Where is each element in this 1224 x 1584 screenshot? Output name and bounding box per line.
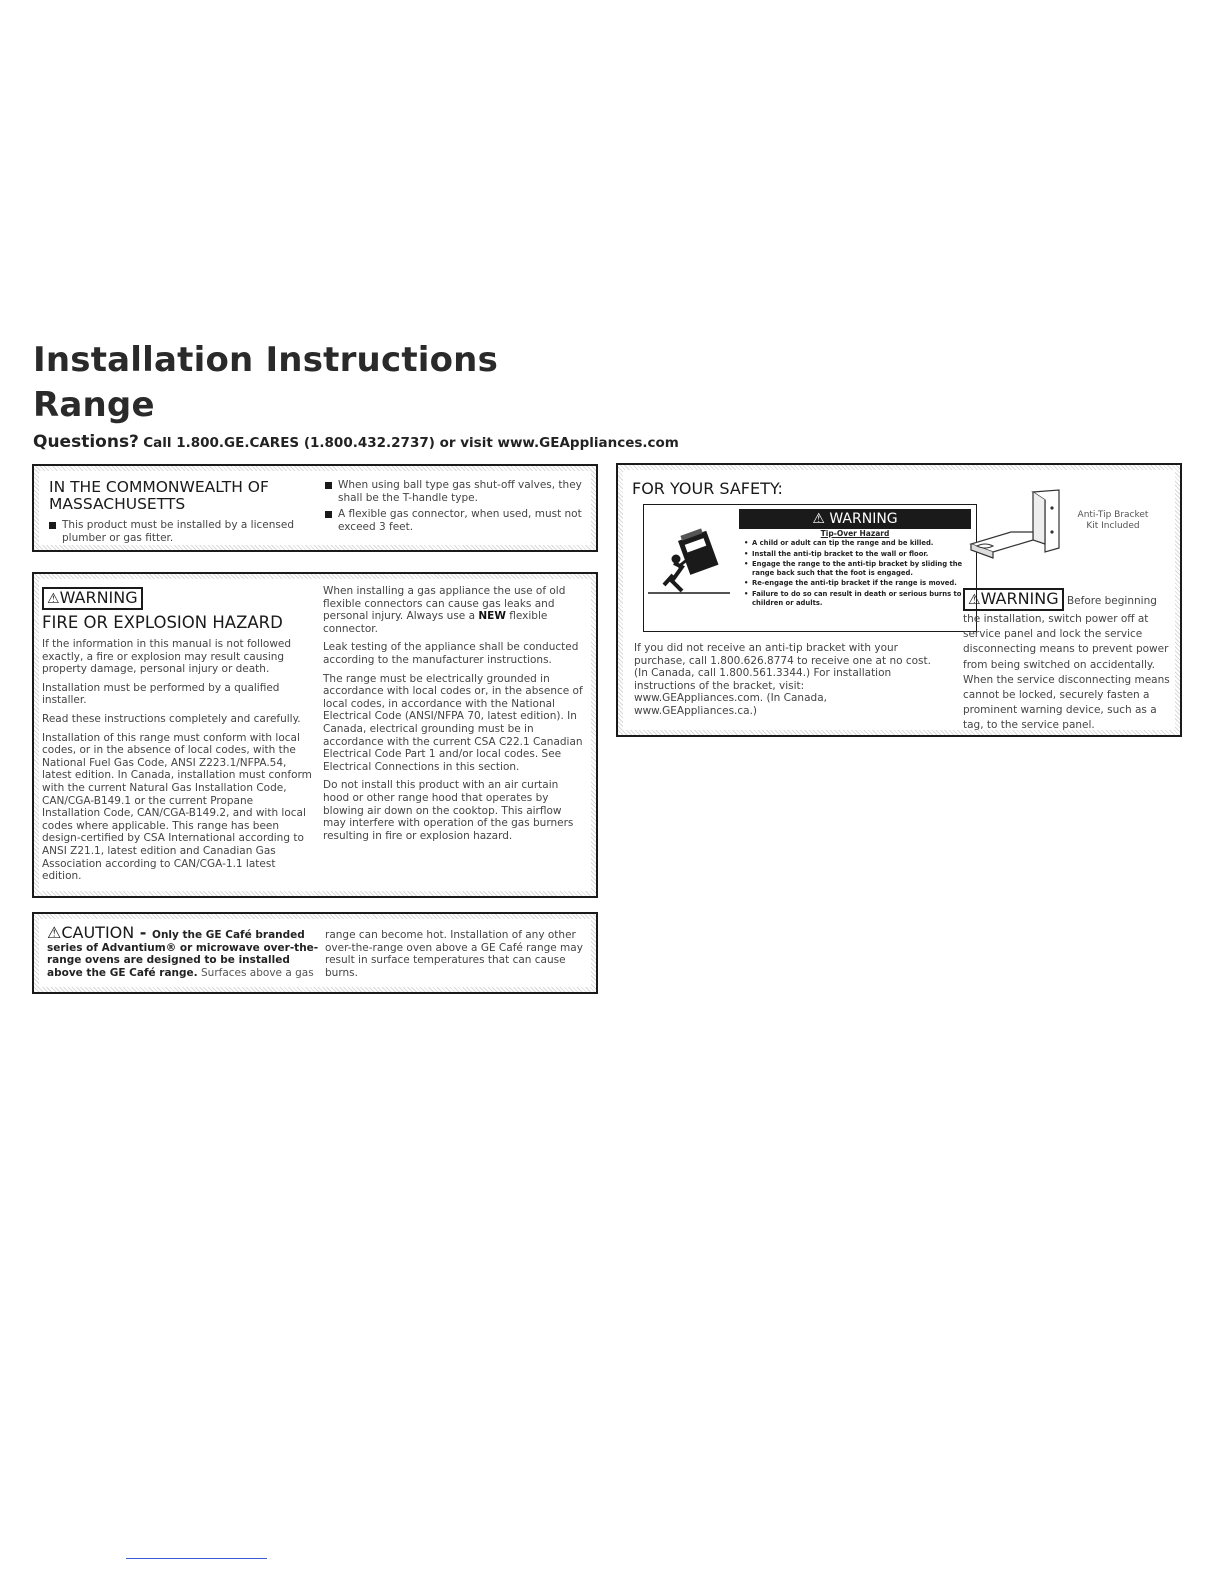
fire-warning-box: [32, 572, 598, 898]
fire-right-paragraph: Leak testing of the appliance shall be conducted according to the manufacturer instructions.: [323, 641, 579, 666]
safety-box: [616, 463, 1182, 737]
bracket-caption: Anti-Tip Bracket Kit Included: [1077, 510, 1149, 531]
fire-right-paragraph: Do not install this product with an air curtain hood or other range hood that operates by blowing air down on the cooktop. This airflow may interfere with operation of the gas burners resulting in fire or explosion hazard.: [323, 779, 574, 842]
list-item: • Install the anti-tip bracket to the wall or floor.: [744, 550, 972, 559]
power-warning-body: the installation, switch power off at service panel and lock the service disconnecting means to prevent power from being switched on accidentally. When the service disconnecting means cannot be locked, securely fasten a prominent warning device, such as a tag, to the service panel.: [963, 613, 1170, 732]
tip-over-pictogram-icon: [648, 525, 730, 597]
fire-right-paragraph: When installing a gas appliance the use of old flexible connectors can cause gas leaks and personal injury. Always use a NEW flexible connector.: [323, 585, 566, 635]
fire-right-paragraph: The range must be electrically grounded in accordance with local codes or, in the absence of local codes, in accordance with the National Electrical Code (ANSI/NFPA 70, latest edition). In Canada, electrical grounding must be in accordance with the current CSA C22.1 Canadian Electrical Code Part 1 and/or local codes. See Electrical Connections in this section.: [323, 672, 583, 773]
page-subtitle: Range: [33, 385, 155, 425]
massachusetts-bullet: This product must be installed by a licensed plumber or gas fitter.: [49, 519, 299, 544]
caution-right-text: range can become hot. Installation of any other over-the-range oven above a GE Café range may result in surface temperatures that can cause burns.: [325, 929, 583, 979]
fire-left-paragraph: Installation of this range must conform with local codes, or in the absence of local codes, with the National Fuel Gas Code, ANSI Z223.1/NFPA.54, latest edition. In Canada, installation must conform with the current Natural Gas Installation Code, CAN/CGA-B149.1 or the current Propane Installation Code, CAN/CGA-B149.2, and with local codes where applicable. This range has been design-certified by CSA International according to ANSI Z21.1, latest edition and Canadian Gas Association according to CAN/CGA-1.1 latest edition.: [42, 731, 312, 883]
power-warning-text: ⚠WARNING Before beginning: [963, 588, 1173, 611]
massachusetts-box: [32, 464, 598, 552]
warning-triangle-icon: ⚠: [47, 591, 60, 607]
fire-left-paragraph: Read these instructions completely and carefully.: [42, 712, 301, 725]
list-item: • Engage the range to the anti-tip bracket by sliding the range back such that the foot is engaged.: [744, 560, 972, 577]
list-item: • A child or adult can tip the range and be killed.: [744, 539, 972, 548]
warning-triangle-icon: ⚠: [812, 511, 825, 527]
safety-heading: FOR YOUR SAFETY:: [632, 479, 783, 498]
fire-left-paragraph: If the information in this manual is not followed exactly, a fire or explosion may result causing property damage, personal injury or death.: [42, 638, 292, 676]
power-warning-label: ⚠WARNING: [963, 588, 1064, 611]
caution-text: ⚠CAUTION - Only the GE Café branded series of Advantium® or microwave over-the-range ovens are designed to be installed above the GE Café range. Surfaces above a gas: [47, 923, 319, 979]
list-item: • Re-engage the anti-tip bracket if the range is moved.: [744, 579, 972, 588]
questions-contact: Call 1.800.GE.CARES (1.800.432.2737) or visit www.GEAppliances.com: [143, 435, 679, 451]
page-title: Installation Instructions: [33, 340, 499, 380]
questions-label: Questions?: [33, 432, 139, 452]
fire-hazard-heading: FIRE OR EXPLOSION HAZARD: [42, 613, 283, 632]
tip-over-hazard-title: Tip-Over Hazard: [820, 529, 890, 538]
footer-link-underline: [126, 1558, 267, 1559]
list-item: • Failure to do so can result in death or serious burns to children or adults.: [744, 590, 972, 607]
fire-left-paragraph: Installation must be performed by a qualified installer.: [42, 681, 280, 707]
tip-over-warning-header: ⚠ WARNING: [739, 509, 971, 529]
bracket-info-text: If you did not receive an anti-tip bracket with your purchase, call 1.800.626.8774 to receive one at no cost. (In Canada, call 1.800.561.3344.) For installation instructions of the bracket, visit: www.GEAppliances.com. (In Canada, www.GEAppliances.ca.): [634, 642, 931, 717]
caution-triangle-icon: ⚠: [47, 923, 62, 942]
massachusetts-bullet: A flexible gas connector, when used, must not exceed 3 feet.: [325, 508, 583, 533]
massachusetts-heading: IN THE COMMONWEALTH OF MASSACHUSETTS: [49, 478, 269, 513]
anti-tip-bracket-image: [963, 486, 1067, 566]
warning-triangle-icon: ⚠: [968, 592, 981, 608]
questions-line: [33, 432, 679, 452]
warning-label: ⚠WARNING: [42, 587, 143, 610]
massachusetts-bullet: When using ball type gas shut-off valves, they shall be the T-handle type.: [325, 479, 583, 504]
caution-box: [32, 912, 598, 994]
tip-over-list: [744, 539, 972, 609]
tip-over-warning-panel: [643, 504, 977, 632]
